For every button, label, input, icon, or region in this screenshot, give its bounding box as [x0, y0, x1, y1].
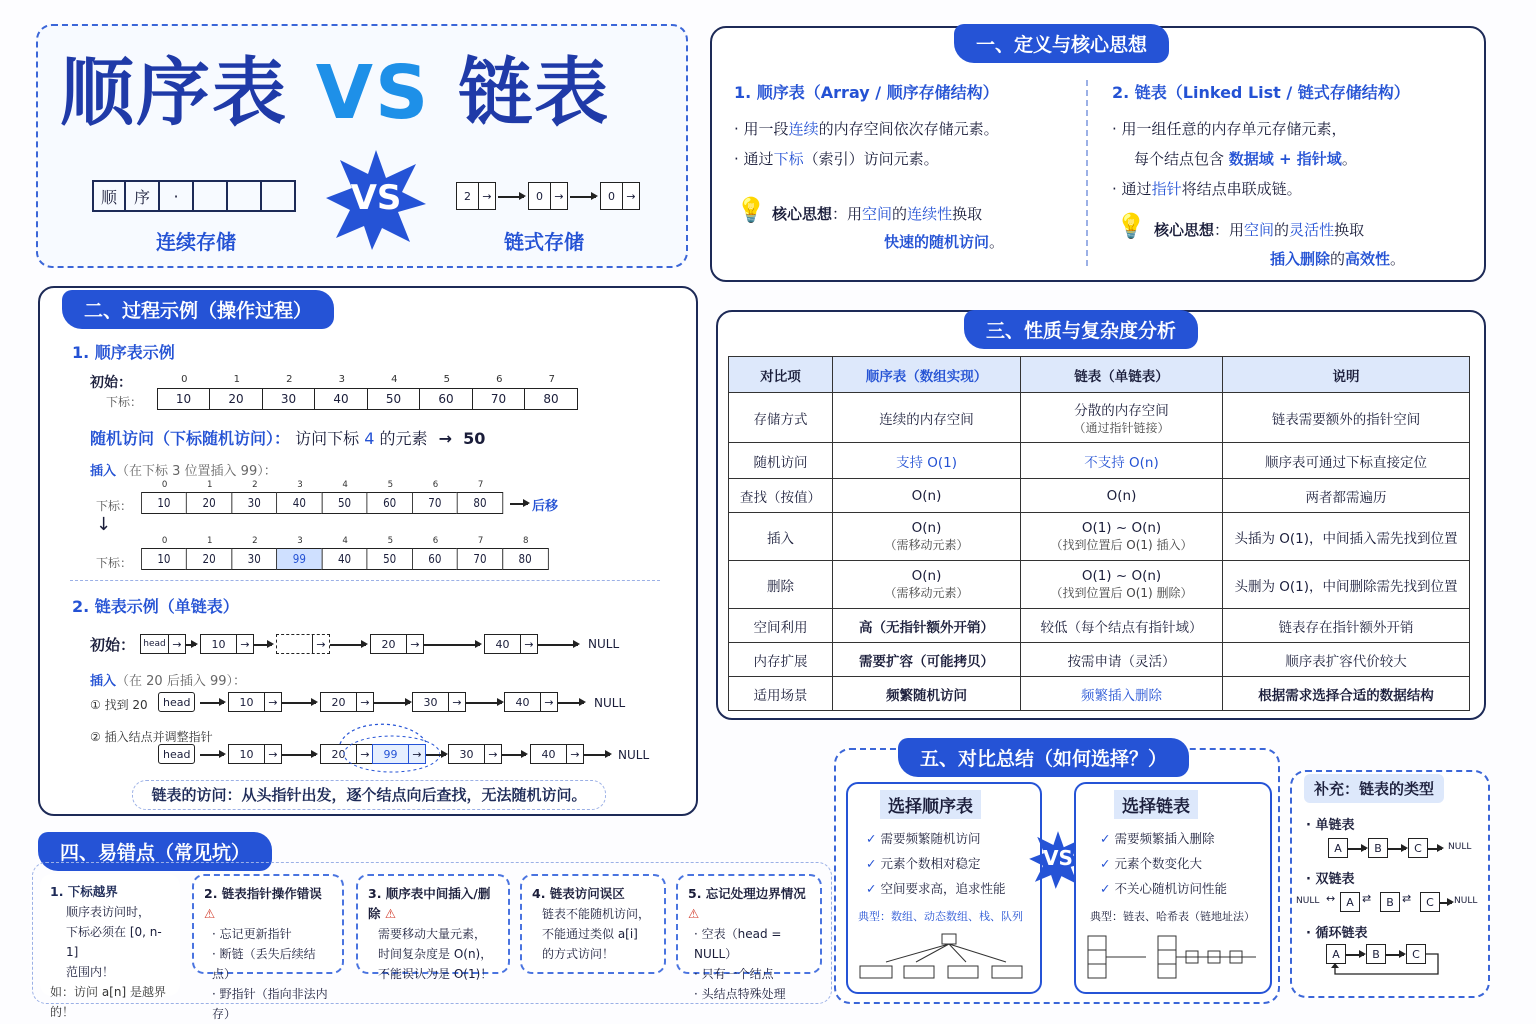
shift-label: 后移	[532, 499, 559, 514]
list-arrow	[200, 702, 224, 704]
list-example-heading: 2. 链表示例（单链表）	[72, 597, 239, 616]
table-cell: 连续的内存空间	[833, 393, 1021, 443]
array-illustration	[92, 180, 296, 212]
array-cell: 99	[276, 548, 322, 570]
list-node: →	[276, 634, 330, 654]
list-arrow	[584, 754, 610, 756]
list-arrow	[424, 644, 480, 646]
table-cell: 两者都需遍历	[1223, 479, 1470, 513]
complexity-title: 三、性质与复杂度分析	[964, 310, 1198, 349]
title-panel	[36, 24, 688, 268]
check-icon: ✓	[1100, 856, 1111, 871]
summary-vs: VS	[1043, 846, 1073, 870]
table-cell: 插入	[729, 513, 833, 561]
pitfall-card: 4. 链表访问误区 链表不能随机访问， 不能通过类似 a[i] 的方式访问！	[520, 874, 666, 974]
array-cell: 30	[231, 492, 277, 514]
null-label: NULL	[594, 696, 626, 710]
table-row	[729, 609, 1470, 643]
table-cell: O(n) （需移动元素）	[833, 561, 1021, 609]
head-node: head	[158, 744, 195, 764]
init-indices	[158, 374, 578, 385]
inserted-node: 99 →	[372, 744, 426, 764]
array-cell: 80	[457, 492, 503, 514]
table-cell: 根据需求选择合适的数据结构	[1223, 677, 1470, 711]
table-header: 顺序表（数组实现）	[833, 357, 1021, 393]
list-arrow	[426, 754, 446, 756]
list-def-heading: 2. 链表（Linked List / 链式存储结构）	[1112, 83, 1410, 102]
title-left: 顺序表	[60, 50, 288, 136]
array-index: 6	[432, 536, 439, 546]
insert-curve	[330, 714, 440, 774]
left-caption: 连续存储	[156, 230, 236, 254]
table-cell: 头插为 O(1)，中间插入需先找到位置	[1223, 513, 1470, 561]
check-icon: ✓	[1100, 831, 1111, 846]
mini-arrow	[1428, 848, 1442, 850]
mini-arrow	[1348, 848, 1366, 850]
choose-seq-examples: 典型：数组、动态数组、栈、队列	[858, 910, 1023, 923]
step2-label: ② 插入结点并调整指针	[90, 730, 213, 744]
table-cell: O(n)	[1021, 479, 1223, 513]
init-array	[158, 388, 578, 410]
list-def-bullet: · 通过指针将结点串联成链。	[1112, 180, 1302, 198]
array-index: 1	[206, 536, 213, 546]
array-cell: 40	[321, 548, 367, 570]
null-label: NULL	[1454, 896, 1478, 906]
table-cell: 顺序表扩容代价较大	[1223, 643, 1470, 677]
array-cell: 50	[367, 388, 421, 410]
table-cell: 频繁插入删除	[1021, 677, 1223, 711]
array-index: 6	[496, 374, 503, 385]
loop-back-icon	[1326, 944, 1456, 980]
list-arrow	[374, 702, 410, 704]
insert-line: 插入（在下标 3 位置插入 99）：	[90, 464, 277, 479]
mini-node: A	[1326, 944, 1346, 964]
table-cell: 内存扩展	[729, 643, 833, 677]
list-insert-line: 插入（在 20 后插入 99）：	[90, 674, 246, 689]
type-single: · 单链表	[1306, 818, 1355, 833]
array-cell: 10	[141, 548, 187, 570]
seq-def-heading: 1. 顺序表（Array / 顺序存储结构）	[734, 83, 999, 102]
array-cell: 30	[231, 548, 277, 570]
double-arrow-icon: ⇄	[1362, 892, 1372, 905]
pitfall-card: 5. 忘记处理边界情况 ⚠ · 空表（head = NULL） · 只有一个结点 · 头结点特殊处理	[676, 874, 822, 974]
pitfalls-title: 四、易错点（常见坑）	[38, 832, 272, 871]
table-row	[729, 513, 1470, 561]
mini-node: C	[1408, 838, 1428, 858]
array-cell	[262, 180, 296, 212]
choose-list-title: 选择链表	[1114, 790, 1198, 819]
list-arrow	[502, 754, 526, 756]
choose-list-examples: 典型：链表、哈希表（链地址法）	[1090, 910, 1255, 923]
table-cell: 按需申请（灵活）	[1021, 643, 1223, 677]
list-arrow	[538, 644, 578, 646]
process-title: 二、过程示例（操作过程）	[62, 290, 334, 329]
array-index: 4	[342, 536, 348, 546]
page-title	[60, 34, 610, 140]
list-node: 30 →	[448, 744, 502, 764]
table-cell: 链表需要额外的指针空间	[1223, 393, 1470, 443]
table-cell: 存储方式	[729, 393, 833, 443]
array-cell: 60	[419, 388, 473, 410]
list-node: 20 →	[370, 634, 424, 654]
summary-title: 五、对比总结（如何选择？）	[898, 738, 1189, 777]
list-node: 40 →	[530, 744, 584, 764]
list-node: head →	[140, 634, 186, 654]
init-label: 初始：	[90, 375, 132, 391]
null-label: NULL	[1448, 842, 1472, 852]
check-icon: ✓	[866, 881, 877, 896]
mini-node: C	[1420, 892, 1440, 912]
table-cell: 需要扩容（可能拷贝）	[833, 643, 1021, 677]
array-index: 7	[477, 480, 484, 490]
array-index: 1	[233, 374, 240, 385]
table-cell: 分散的内存空间 （通过指针链接）	[1021, 393, 1223, 443]
supplement-title: 补充：链表的类型	[1304, 774, 1444, 803]
list-arrow	[282, 754, 316, 756]
array-cell: 70	[472, 388, 526, 410]
list-arrow	[558, 702, 584, 704]
array-index: 7	[477, 536, 484, 546]
mini-node: C	[1406, 944, 1426, 964]
array-cell	[194, 180, 228, 212]
warning-icon: ⚠	[204, 906, 216, 921]
check-icon: ✓	[866, 831, 877, 846]
array-index: 8	[523, 536, 529, 546]
list-node: 10 →	[228, 692, 282, 712]
table-cell: O(1) ~ O(n) （找到位置后 O(1) 删除）	[1021, 561, 1223, 609]
table-header: 说明	[1223, 357, 1470, 393]
table-cell: 支持 O(1)	[833, 443, 1021, 479]
list-arrow	[282, 702, 316, 704]
list-def-bullet: · 用一组任意的内存单元存储元素，	[1112, 120, 1347, 138]
head-node: head	[158, 692, 195, 712]
array-index: 3	[338, 374, 345, 385]
array-cell: 80	[502, 548, 548, 570]
list-node: 20 →	[320, 692, 374, 712]
table-cell: O(n)	[833, 479, 1021, 513]
check-icon: ✓	[1100, 881, 1111, 896]
list-node: 10 →	[228, 744, 282, 764]
list-arrow	[330, 644, 366, 646]
array-cell: 70	[412, 492, 458, 514]
list-illustration	[456, 182, 656, 214]
definition-title: 一、定义与核心思想	[954, 24, 1169, 63]
array-cell: 20	[186, 492, 232, 514]
table-cell: 链表存在指针额外开销	[1223, 609, 1470, 643]
list-node: 20 →	[320, 744, 374, 764]
table-cell: O(n) （需移动元素）	[833, 513, 1021, 561]
before-indices	[142, 480, 503, 489]
pitfall-card: 3. 顺序表中间插入/删除 ⚠ 需要移动大量元素， 时间复杂度是 O(n)， 不能误认为是 O(1)！	[356, 874, 510, 974]
lightbulb-icon: 💡	[736, 196, 766, 224]
table-cell: 查找（按值）	[729, 479, 833, 513]
hash-table-illustration-icon	[1086, 934, 1262, 982]
circular-list-diagram	[1326, 944, 1466, 980]
random-access-line: 随机访问（下标随机访问）： 访问下标 4 的元素 → 50	[90, 429, 486, 448]
table-row	[729, 443, 1470, 479]
array-index: 6	[432, 480, 439, 490]
vs-badge: VS	[350, 178, 402, 218]
list-def-bullet-cont: 每个结点包含 数据域 + 指针域。	[1134, 150, 1357, 168]
list-icon-node: 0 →	[600, 182, 640, 210]
table-row	[729, 479, 1470, 513]
table-header: 对比项	[729, 357, 833, 393]
array-cell: 60	[366, 492, 412, 514]
pitfall-card: 2. 链表指针操作错误 ⚠ · 忘记更新指针 · 断链（丢失后续结点） · 野指针（指向非法内存）	[192, 874, 344, 974]
list-node: 40 →	[484, 634, 538, 654]
array-cell: 30	[262, 388, 316, 410]
array-index: 3	[297, 536, 303, 546]
sub-label: 下标：	[106, 395, 143, 409]
table-cell: 高（无指针额外开销）	[833, 609, 1021, 643]
seq-definition	[734, 78, 1074, 174]
table-cell: 较低（每个结点有指针域）	[1021, 609, 1223, 643]
array-index: 5	[443, 374, 450, 385]
mini-node: B	[1366, 944, 1386, 964]
double-arrow-icon: ↔	[1326, 892, 1336, 905]
array-index: 7	[548, 374, 555, 385]
mini-arrow	[1388, 848, 1406, 850]
list-node: 40 →	[504, 692, 558, 712]
sub-label: 下标：	[96, 556, 133, 570]
array-index: 5	[387, 480, 394, 490]
check-icon: ✓	[866, 856, 877, 871]
mini-node: B	[1368, 838, 1388, 858]
pitfall-card: 1. 下标越界 顺序表访问时， 下标必须在 [0, n-1] 范围内！ 如：访问 a[n] 是越界的！	[40, 874, 180, 996]
table-row	[729, 393, 1470, 443]
array-index: 5	[387, 536, 394, 546]
right-caption: 链式存储	[504, 230, 584, 254]
null-label: NULL	[588, 637, 620, 651]
double-list-diagram	[1296, 892, 1488, 912]
warning-icon: ⚠	[688, 906, 700, 921]
type-double: · 双链表	[1306, 872, 1355, 887]
array-index: 4	[391, 374, 398, 385]
array-cell: 10	[141, 492, 187, 514]
title-vs: VS	[315, 50, 431, 136]
table-header: 链表（单链表）	[1021, 357, 1223, 393]
array-index: 0	[161, 480, 168, 490]
array-cell: ·	[160, 180, 194, 212]
table-cell: 头删为 O(1)，中间删除需先找到位置	[1223, 561, 1470, 609]
type-circular: · 循环链表	[1306, 926, 1368, 941]
after-indices	[142, 536, 548, 545]
list-arrow	[186, 644, 196, 646]
array-cell: 60	[412, 548, 458, 570]
list-arrow	[466, 702, 502, 704]
array-index: 0	[161, 536, 168, 546]
down-arrow-icon: ↓	[96, 514, 112, 535]
array-cell: 序	[126, 180, 160, 212]
choose-seq-title: 选择顺序表	[880, 790, 981, 819]
table-cell: 顺序表可通过下标直接定位	[1223, 443, 1470, 479]
table-cell: 删除	[729, 561, 833, 609]
array-cell: 50	[321, 492, 367, 514]
list-access-summary: 链表的访问：从头指针出发，逐个结点向后查找，无法随机访问。	[132, 780, 606, 810]
array-cell: 70	[457, 548, 503, 570]
list-node: 30 →	[412, 692, 466, 712]
array-index: 2	[252, 536, 258, 546]
warning-icon: ⚠	[384, 906, 397, 921]
array-cell	[228, 180, 262, 212]
array-cell: 20	[186, 548, 232, 570]
table-cell: 空间利用	[729, 609, 833, 643]
array-cell: 80	[524, 388, 578, 410]
mini-node: A	[1328, 838, 1348, 858]
list-definition	[1112, 78, 1472, 204]
table-cell: 不支持 O(n)	[1021, 443, 1223, 479]
tree-illustration-icon	[856, 932, 1026, 982]
list-arrow	[254, 644, 272, 646]
table-cell: 随机访问	[729, 443, 833, 479]
seq-example-heading: 1. 顺序表示例	[72, 343, 175, 362]
list-init-label: 初始：	[90, 636, 136, 654]
seq-def-bullet: · 用一段连续的内存空间依次存储元素。	[734, 120, 999, 138]
definition-divider	[1086, 80, 1088, 266]
list-arrow	[200, 754, 224, 756]
table-row	[729, 643, 1470, 677]
array-cell: 20	[209, 388, 263, 410]
mini-node: A	[1340, 892, 1360, 912]
table-cell: 频繁随机访问	[833, 677, 1021, 711]
null-label: NULL	[1296, 896, 1320, 906]
mini-node: B	[1380, 892, 1400, 912]
shift-arrow	[510, 503, 528, 505]
array-cell: 40	[276, 492, 322, 514]
array-index: 2	[252, 480, 258, 490]
double-arrow-icon: ⇄	[1402, 892, 1412, 905]
list-icon-node: 0 →	[528, 182, 568, 210]
array-cell: 10	[157, 388, 211, 410]
mini-arrow	[1440, 902, 1452, 904]
single-list-diagram	[1328, 838, 1488, 858]
list-node: 10 →	[200, 634, 254, 654]
array-cell: 40	[314, 388, 368, 410]
table-row	[729, 677, 1470, 711]
table-cell: 适用场景	[729, 677, 833, 711]
array-index: 3	[297, 480, 303, 490]
section-divider	[70, 580, 660, 581]
list-core-idea: 核心思想：用空间的灵活性换取 插入删除的高效性。	[1154, 221, 1406, 268]
sub-label: 下标：	[96, 499, 133, 513]
before-array	[142, 492, 503, 514]
after-array	[142, 548, 548, 570]
comparison-table	[728, 356, 1470, 711]
seq-core-idea: 核心思想：用空间的连续性换取 快速的随机访问。	[772, 205, 1005, 251]
array-cell: 50	[366, 548, 412, 570]
choose-list-list: ✓ 需要频繁插入删除 ✓ 元素个数变化大 ✓ 不关心随机访问性能	[1100, 831, 1227, 896]
table-cell: O(1) ~ O(n) （找到位置后 O(1) 插入）	[1021, 513, 1223, 561]
title-right: 链表	[458, 50, 611, 136]
table-row	[729, 561, 1470, 609]
lightbulb-icon: 💡	[1116, 212, 1146, 240]
array-cell: 顺	[92, 180, 126, 212]
array-index: 1	[206, 480, 213, 490]
choose-seq-list: ✓ 需要频繁随机访问 ✓ 元素个数相对稳定 ✓ 空间要求高，追求性能	[866, 831, 1006, 896]
array-index: 2	[286, 374, 293, 385]
arrow-right-icon: →	[438, 429, 453, 448]
list-icon-arrow	[498, 196, 524, 198]
step1-label: ① 找到 20	[90, 698, 148, 712]
list-icon-node: 2 →	[456, 182, 496, 210]
array-index: 4	[342, 480, 348, 490]
array-index: 0	[181, 374, 188, 385]
list-icon-arrow	[570, 196, 596, 198]
seq-def-bullet: · 通过下标（索引）访问元素。	[734, 150, 939, 168]
null-label: NULL	[618, 748, 650, 762]
